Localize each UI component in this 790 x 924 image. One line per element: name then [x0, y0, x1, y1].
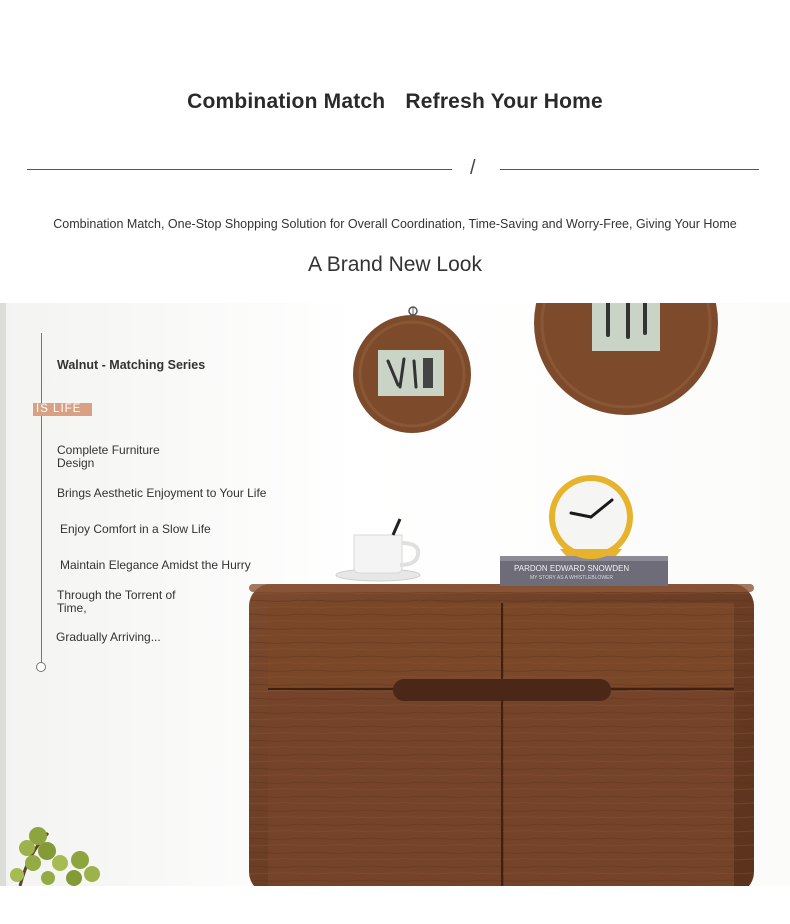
subtitle-end: A Brand New Look: [308, 253, 482, 276]
book-subtitle: MY STORY AS A WHISTLEBLOWER: [530, 575, 613, 581]
divider-left: [27, 169, 452, 170]
timeline-item-5: Through the Torrent of Time,: [57, 588, 176, 615]
life-badge: IS LIFE: [33, 403, 92, 416]
wall-edge: [0, 303, 6, 886]
series-title: Walnut - Matching Series: [57, 358, 206, 372]
subtitle: Combination Match, One-Stop Shopping Solution for Overall Coordination, Time-Saving and Worry-Free, Giving Your Home: [53, 217, 737, 231]
divider-right: [500, 169, 759, 170]
divider-slash: /: [470, 157, 476, 179]
green-plant: [10, 827, 100, 886]
walnut-cabinet: [249, 584, 754, 886]
headline-part-2: Refresh Your Home: [405, 90, 603, 113]
timeline-line: [41, 333, 42, 663]
headline-part-1: Combination Match: [187, 90, 386, 113]
timeline-item-6: Gradually Arriving...: [56, 630, 161, 644]
timeline-item-1: Complete Furniture Design: [57, 443, 160, 470]
round-frame-small: [353, 307, 471, 433]
book-stack: [500, 556, 668, 586]
round-frame-large: [534, 303, 718, 415]
headline: [0, 90, 790, 114]
table-clock: [549, 475, 633, 559]
timeline-item-3: Enjoy Comfort in a Slow Life: [60, 522, 211, 536]
timeline-item-2: Brings Aesthetic Enjoyment to Your Life: [57, 486, 267, 500]
timeline-item-4: Maintain Elegance Amidst the Hurry: [60, 558, 251, 572]
coffee-cup: [336, 519, 420, 581]
timeline-end-dot: [36, 662, 46, 672]
book-title: PARDON EDWARD SNOWDEN: [514, 564, 630, 573]
